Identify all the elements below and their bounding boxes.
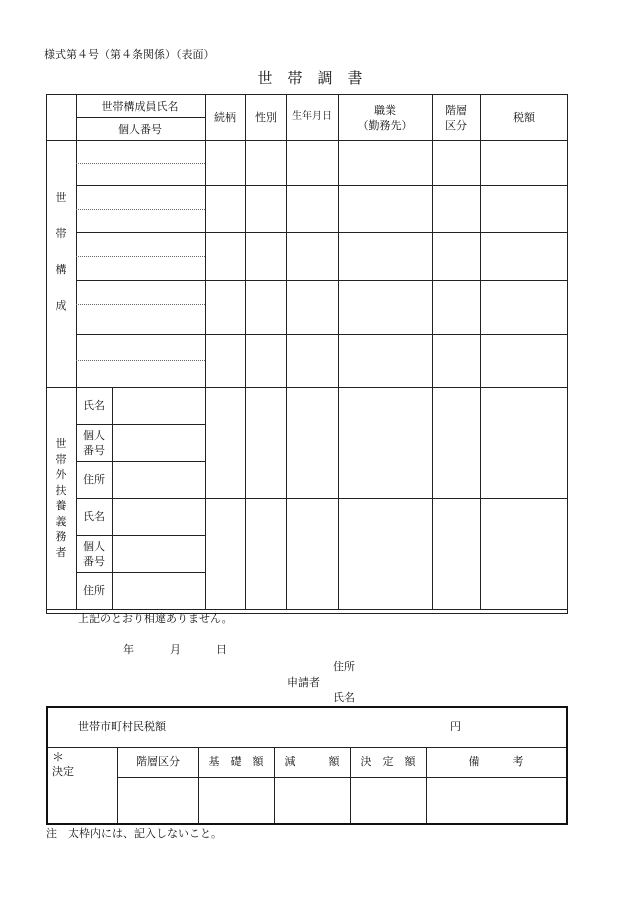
decision-col-remarks: 備 考 [468, 755, 524, 768]
header-tax-amount: 税額 [513, 111, 535, 124]
outside-number-label-1b: 番号 [83, 444, 105, 457]
decision-col-base: 基 礎 額 [208, 755, 264, 768]
outside-name-label-2: 氏名 [83, 510, 105, 523]
outside-number-label-2b: 番号 [83, 555, 105, 568]
decision-col-reduction: 減 額 [284, 755, 340, 768]
date-year: 年 [123, 643, 134, 656]
decision-col-decided: 決 定 額 [360, 755, 416, 768]
outside-address-label-2: 住所 [83, 584, 105, 597]
applicant-label: 申請者 [287, 676, 320, 689]
outside-name-label-1: 氏名 [83, 399, 105, 412]
header-member-name: 世帯構成員氏名 [101, 100, 179, 113]
outside-address-label-1: 住所 [83, 473, 105, 486]
outside-number-label-1a: 個人 [83, 429, 105, 442]
date-month: 月 [170, 643, 181, 656]
header-personal-number: 個人番号 [118, 123, 162, 136]
header-tier: 階層 [445, 104, 467, 117]
header-sex: 性別 [255, 111, 277, 124]
footnote: 注 太枠内には、記入しないこと。 [46, 827, 222, 840]
header-relationship: 続柄 [214, 111, 236, 124]
header-birthdate: 生年月日 [292, 111, 332, 122]
form-number: 様式第４号（第４条関係）（表面） [44, 48, 215, 61]
applicant-name-label: 氏名 [333, 691, 355, 704]
decision-label: 決定 [52, 765, 74, 778]
decision-asterisk: ＊ [52, 750, 65, 764]
applicant-address-label: 住所 [333, 660, 355, 673]
household-table [46, 94, 568, 614]
tax-total-label: 世帯市町村民税額 [78, 720, 166, 733]
page-title: 世 帯 調 書 [257, 69, 363, 87]
header-tier-sub: 区分 [445, 119, 467, 132]
header-occupation-sub: （勤務先） [357, 119, 413, 132]
yen-unit: 円 [450, 720, 461, 733]
declaration-text: 上記のとおり相違ありません。 [78, 612, 233, 625]
outside-dependants-label: 世帯外扶養義務者 [55, 437, 67, 559]
household-composition-label: 世帯構成 [55, 191, 67, 312]
decision-col-tier: 階層区分 [136, 755, 180, 768]
date-day: 日 [216, 643, 227, 656]
outside-number-label-2a: 個人 [83, 540, 105, 553]
header-occupation: 職業 [374, 104, 396, 117]
